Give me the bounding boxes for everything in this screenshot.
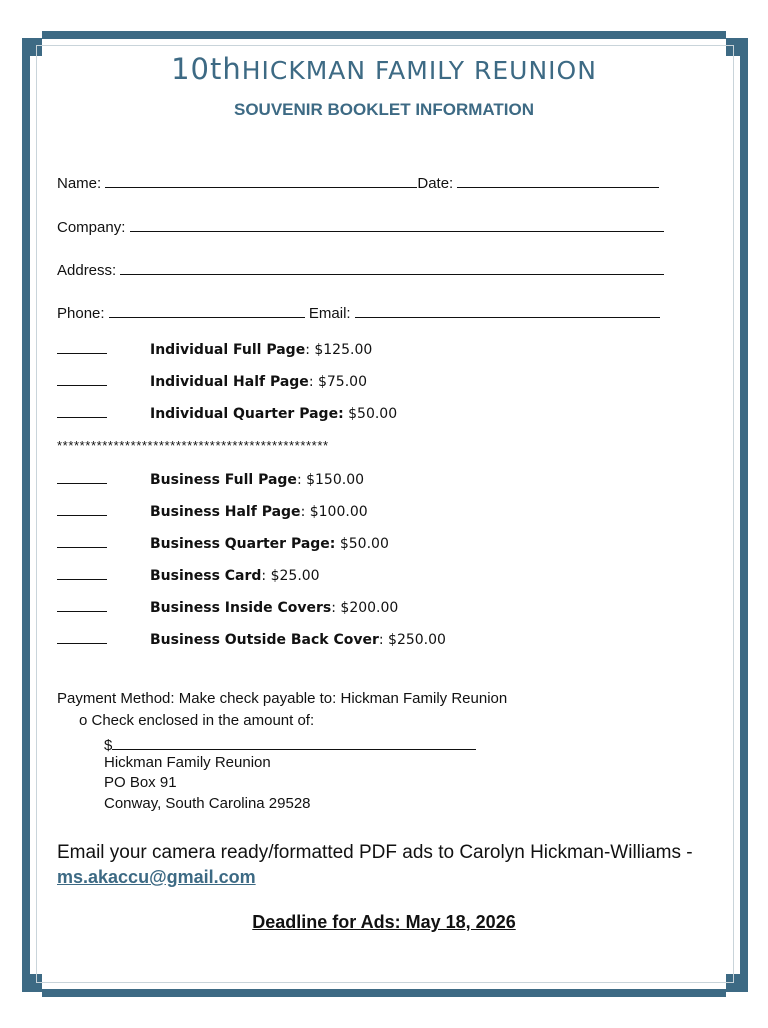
option-sep: : <box>305 342 315 358</box>
option-individual-quarter <box>57 406 397 422</box>
option-business-quarter <box>57 536 389 552</box>
option-label: Individual Full Page <box>150 342 306 358</box>
phone-email-row <box>57 302 660 322</box>
option-price: $125.00 <box>314 342 373 358</box>
contact-email-link[interactable]: ms.akaccu@gmail.com <box>57 867 256 887</box>
option-price: $50.00 <box>339 536 389 552</box>
option-price: $150.00 <box>306 472 365 488</box>
name-label: Name: <box>57 175 102 192</box>
option-label: Business Quarter Page: <box>150 536 336 552</box>
option-price: $75.00 <box>317 374 367 390</box>
option-sep: : <box>296 472 307 488</box>
option-checkbox[interactable] <box>57 505 107 516</box>
title-ordinal: 10th <box>171 52 242 86</box>
amount-field[interactable] <box>112 734 476 750</box>
option-label: Business Half Page <box>150 504 301 520</box>
company-row <box>57 216 664 236</box>
option-business-inside-covers <box>57 600 398 616</box>
option-checkbox[interactable] <box>57 569 107 580</box>
page-title <box>0 52 768 86</box>
payment-method: Payment Method: Make check payable to: Hickman Family Reunion <box>57 690 508 707</box>
page-subtitle: SOUVENIR BOOKLET INFORMATION <box>233 100 534 119</box>
option-label: Business Outside Back Cover <box>150 632 379 648</box>
frame-corner-bl <box>22 974 42 992</box>
name-date-row <box>57 172 659 192</box>
frame-inner-bottom <box>36 982 734 983</box>
option-label: Business Full Page <box>150 472 297 488</box>
address-label: Address: <box>57 262 117 279</box>
option-individual-half <box>57 374 367 390</box>
frame-inner-top <box>36 45 734 46</box>
company-label: Company: <box>57 219 126 236</box>
option-checkbox[interactable] <box>57 601 107 612</box>
frame-bottom-bar <box>42 989 726 997</box>
address-row <box>57 259 664 279</box>
mail-address-line-3: Conway, South Carolina 29528 <box>104 795 311 812</box>
option-label: Individual Half Page <box>150 374 309 390</box>
mail-address-line-1: Hickman Family Reunion <box>104 754 271 771</box>
title-text: HICKMAN FAMILY REUNION <box>241 56 597 85</box>
option-price: $100.00 <box>309 504 368 520</box>
option-business-half <box>57 504 368 520</box>
frame-left-bar <box>22 56 30 974</box>
option-sep: : <box>261 568 271 584</box>
phone-field[interactable] <box>109 302 305 318</box>
option-price: $25.00 <box>270 568 320 584</box>
company-field[interactable] <box>130 216 664 232</box>
option-checkbox[interactable] <box>57 473 107 484</box>
option-sep: : <box>331 600 341 616</box>
option-label: Individual Quarter Page: <box>150 406 344 422</box>
frame-inner-right <box>733 45 734 983</box>
option-label: Business Card <box>150 568 262 584</box>
email-field[interactable] <box>355 302 660 318</box>
option-checkbox[interactable] <box>57 633 107 644</box>
frame-right-bar <box>740 56 748 974</box>
frame-top-bar <box>42 31 726 39</box>
dollar-sign: $ <box>104 737 113 754</box>
option-checkbox[interactable] <box>57 343 107 354</box>
option-checkbox[interactable] <box>57 407 107 418</box>
option-sep: : <box>308 374 318 390</box>
payment-check-option: o Check enclosed in the amount of: <box>79 712 315 729</box>
option-sep: : <box>300 504 310 520</box>
frame-corner-br <box>726 974 748 992</box>
option-checkbox[interactable] <box>57 537 107 548</box>
phone-label: Phone: <box>57 305 105 322</box>
date-field[interactable] <box>457 172 659 188</box>
email-instructions: Email your camera ready/formatted PDF ads to Carolyn Hickman-Williams - <box>57 842 693 863</box>
option-business-back-cover <box>57 632 446 648</box>
date-label: Date: <box>417 175 454 192</box>
option-label: Business Inside Covers <box>150 600 332 616</box>
option-price: $200.00 <box>340 600 399 616</box>
name-field[interactable] <box>105 172 417 188</box>
frame-inner-left <box>36 45 37 983</box>
option-price: $250.00 <box>388 632 446 648</box>
option-individual-full <box>57 342 372 358</box>
option-business-card <box>57 568 320 584</box>
option-price: $50.00 <box>348 406 398 422</box>
option-business-full <box>57 472 364 488</box>
address-field[interactable] <box>120 259 664 275</box>
payment-amount-row <box>104 734 476 754</box>
email-label: Email: <box>308 305 351 322</box>
mail-address-line-2: PO Box 91 <box>104 774 177 791</box>
deadline-notice: Deadline for Ads: May 18, 2026 <box>252 912 516 932</box>
option-checkbox[interactable] <box>57 375 107 386</box>
option-sep: : <box>378 632 389 648</box>
section-separator: ************************************************ <box>57 438 329 453</box>
